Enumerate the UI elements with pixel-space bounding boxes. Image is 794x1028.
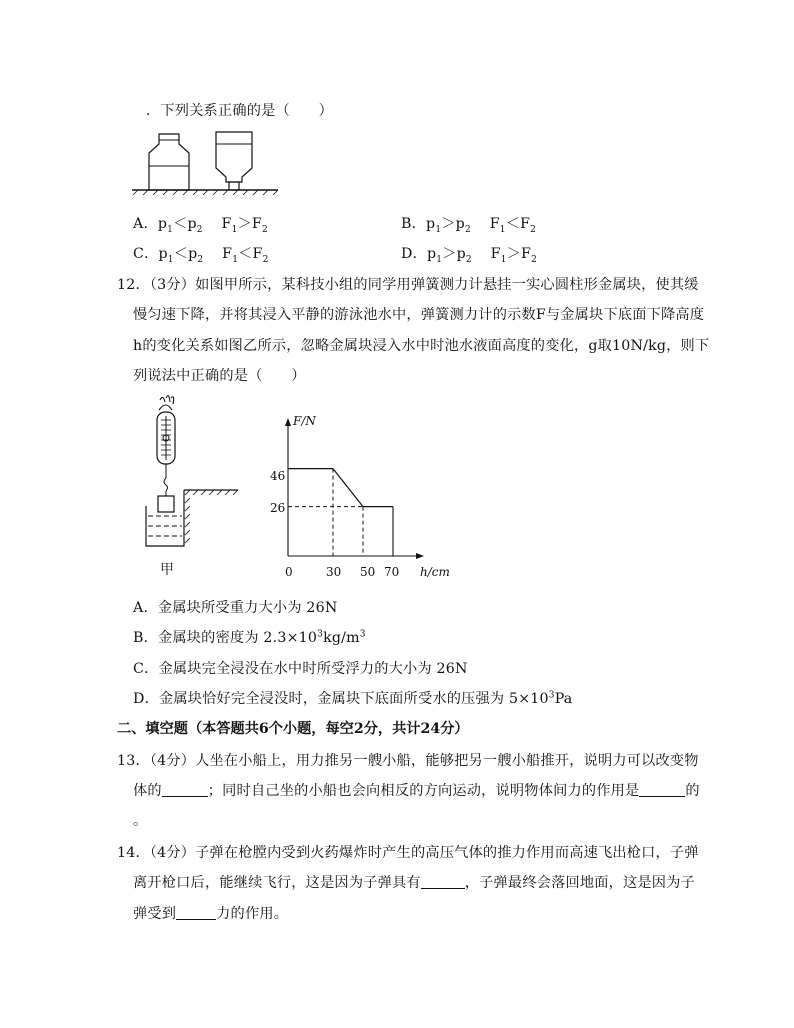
q12-option-a[interactable]: A．金属块所受重力大小为 26N [133, 600, 338, 616]
x-tick-50: 50 [360, 565, 376, 579]
q14-blank-1[interactable] [421, 874, 465, 889]
x-tick-70: 70 [384, 565, 400, 579]
x-tick-30: 30 [326, 565, 342, 579]
spring-scale-figure [138, 394, 248, 584]
graph-segment [333, 469, 363, 507]
q12-option-d[interactable]: D．金属块恰好完全浸没时，金属块下底面所受水的压强为 $5\times 10^3Pa$ [133, 690, 573, 707]
q11-option-b[interactable]: B．$p_1>p_2$ $F_1<F_2$ [401, 216, 537, 235]
metal-block [158, 496, 174, 512]
q13-line-3: 。 [133, 813, 148, 829]
fig-jia-label: 甲 [160, 562, 174, 578]
q12-stem-line-4: 列说法中正确的是（ ） [133, 368, 306, 384]
q13-blank-2[interactable] [639, 782, 685, 797]
y-tick-46: 46 [270, 469, 286, 483]
y-tick-26: 26 [270, 501, 286, 515]
x-tick-0: 0 [285, 565, 293, 579]
q14-line-2: 离开枪口后，能继续飞行，这是因为子弹具有 ，子弹最终会落回地面，这是因为子 [133, 875, 695, 891]
q12-option-b[interactable]: B．金属块的密度为 $2.3\times 10^3kg/m^3$ [133, 629, 366, 646]
q13-line-2: 体的 ；同时自己坐的小船也会向相反的方向运动，说明物体间力的作用是 的 [133, 783, 700, 799]
q12-stem-line-1: 12．（3分）如图甲所示，某科技小组的同学用弹簧测力计悬挂一实心圆柱形金属块，使其缓 [117, 277, 699, 293]
upright-bottle [149, 134, 189, 190]
q14-blank-2[interactable] [176, 905, 216, 920]
inverted-bottle [216, 132, 252, 182]
q13-blank-1[interactable] [162, 782, 208, 797]
q11-option-a[interactable]: A．$p_1<p_2$ $F_1>F_2$ [133, 216, 268, 235]
q11-option-c[interactable]: C．$p_1<p_2$ $F_1<F_2$ [133, 246, 269, 265]
q11-stem: ．下列关系正确的是（ ） [146, 103, 334, 119]
q14-line-3: 弹受到 力的作用。 [133, 906, 289, 922]
q14-line-1: 14．（4分）子弹在枪膛内受到火药爆炸时产生的高压气体的推力作用而高速飞出枪口，子弹 [117, 845, 699, 861]
q12-stem-line-2: 慢匀速下降，并将其浸入平静的游泳池水中，弹簧测力计的示数F与金属块下底面下降高度 [133, 307, 705, 323]
q11-option-d[interactable]: D．$p_1>p_2$ $F_1>F_2$ [401, 246, 538, 265]
y-axis-label: F/N [293, 414, 316, 428]
section-heading: 二、填空题（本答题共6个小题，每空2分，共计24分） [117, 721, 469, 737]
q11-bottles-figure [128, 128, 288, 196]
force-height-chart [260, 408, 460, 588]
q13-line-1: 13．（4分）人坐在小船上，用力推另一艘小船，能够把另一艘小船推开，说明力可以改变物 [117, 753, 699, 769]
q12-stem-line-3: h的变化关系如图乙所示，忽略金属块浸入水中时池水液面高度的变化，g取10N/kg，则下 [133, 338, 710, 354]
x-axis-label: h/cm [420, 565, 450, 579]
q12-option-c[interactable]: C．金属块完全浸没在水中时所受浮力的大小为 26N [133, 661, 468, 677]
